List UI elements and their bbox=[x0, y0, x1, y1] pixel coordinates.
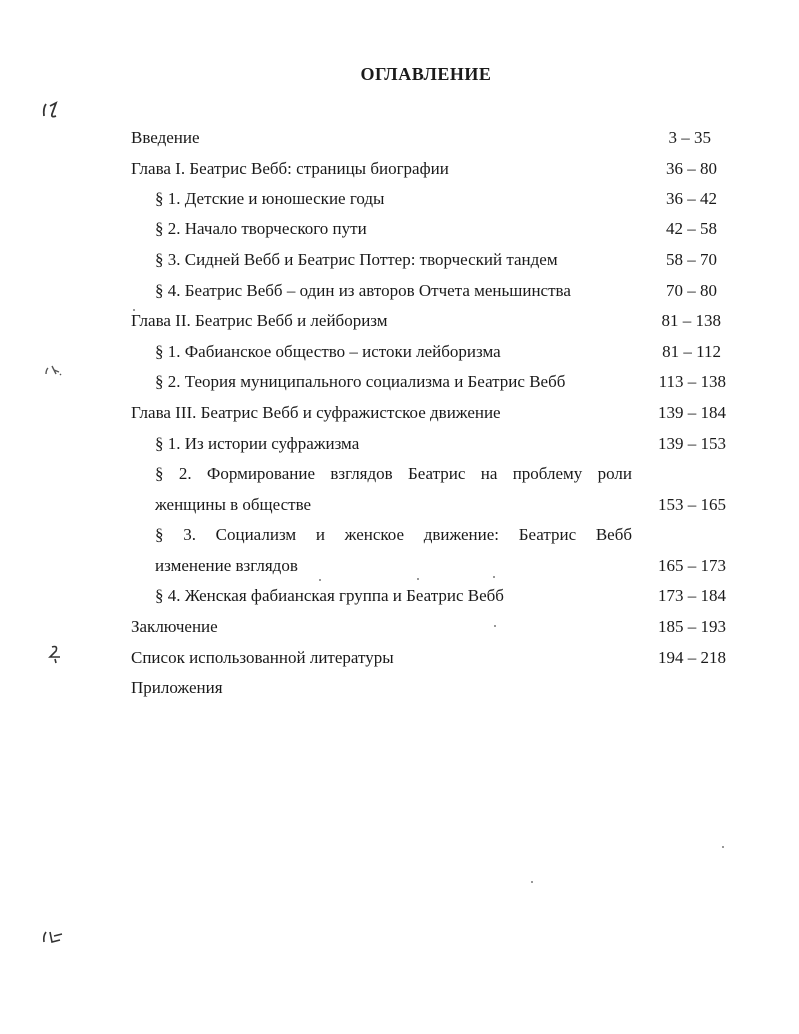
toc-entry-pages: 36 – 42 bbox=[666, 189, 717, 208]
toc-entry-label-line1: § 3. Социализм и женское движение: Беатрис Вебб bbox=[155, 525, 632, 544]
scan-speck bbox=[493, 576, 495, 578]
toc-entry-label: Глава II. Беатрис Вебб и лейборизм bbox=[131, 311, 388, 330]
toc-entry-label: § 1. Детские и юношеские годы bbox=[155, 189, 385, 208]
scan-speck bbox=[417, 578, 419, 580]
scan-mark bbox=[42, 362, 68, 380]
toc-entry-pages: 70 – 80 bbox=[666, 281, 717, 300]
scan-speck bbox=[494, 625, 496, 627]
toc-entry-label: Введение bbox=[131, 128, 200, 147]
toc-entry-label: Приложения bbox=[131, 678, 223, 697]
toc-entry-pages: 139 – 153 bbox=[658, 434, 726, 453]
toc-entry-label-line2: женщины в обществе bbox=[155, 495, 312, 514]
scan-mark bbox=[38, 100, 66, 122]
toc-entry-label: Список использованной литературы bbox=[131, 648, 394, 667]
toc-entry-label: Глава I. Беатрис Вебб: страницы биографии bbox=[131, 159, 449, 178]
toc-entry-label: § 4. Беатрис Вебб – один из авторов Отчета меньшинства bbox=[155, 281, 571, 300]
toc-entry-pages: 173 – 184 bbox=[658, 586, 726, 605]
toc-entry-label: § 2. Теория муниципального социализма и Беатрис Вебб bbox=[155, 372, 566, 391]
scan-speck bbox=[133, 309, 135, 311]
toc-entry-pages: 42 – 58 bbox=[666, 219, 717, 238]
scan-speck bbox=[531, 881, 533, 883]
scan-mark bbox=[40, 928, 68, 948]
toc-entry-label: Глава III. Беатрис Вебб и суфражистское движение bbox=[131, 403, 501, 422]
toc-entry-label-line2: изменение взглядов bbox=[155, 556, 298, 575]
toc-entry-label: § 1. Из истории суфражизма bbox=[155, 434, 360, 453]
scan-mark bbox=[46, 643, 70, 665]
toc-entry-label: Заключение bbox=[131, 617, 218, 636]
toc-entry-pages: 153 – 165 bbox=[658, 495, 726, 514]
page-title: ОГЛАВЛЕНИЕ bbox=[360, 64, 492, 84]
toc-entry-pages: 194 – 218 bbox=[658, 648, 726, 667]
toc-entry-label: § 2. Начало творческого пути bbox=[155, 219, 367, 238]
toc-entry-pages: 36 – 80 bbox=[666, 159, 717, 178]
toc-entry-label: § 1. Фабианское общество – истоки лейборизма bbox=[155, 342, 501, 361]
toc-entry-pages: 3 – 35 bbox=[668, 128, 711, 147]
toc-entry-label: § 4. Женская фабианская группа и Беатрис Вебб bbox=[155, 586, 504, 605]
toc-entry-pages: 81 – 112 bbox=[662, 342, 721, 361]
toc-entry-label: § 3. Сидней Вебб и Беатрис Поттер: творческий тандем bbox=[155, 250, 558, 269]
toc-entry-label-line1: § 2. Формирование взглядов Беатрис на проблему роли bbox=[155, 464, 632, 483]
toc-entry-pages: 81 – 138 bbox=[661, 311, 721, 330]
toc-entry-pages: 58 – 70 bbox=[666, 250, 717, 269]
toc-entry-pages: 165 – 173 bbox=[658, 556, 726, 575]
scan-speck bbox=[722, 846, 724, 848]
scan-speck bbox=[319, 579, 321, 581]
toc-entry-pages: 185 – 193 bbox=[658, 617, 726, 636]
toc-entry-pages: 113 – 138 bbox=[658, 372, 726, 391]
toc-entry-pages: 139 – 184 bbox=[658, 403, 726, 422]
